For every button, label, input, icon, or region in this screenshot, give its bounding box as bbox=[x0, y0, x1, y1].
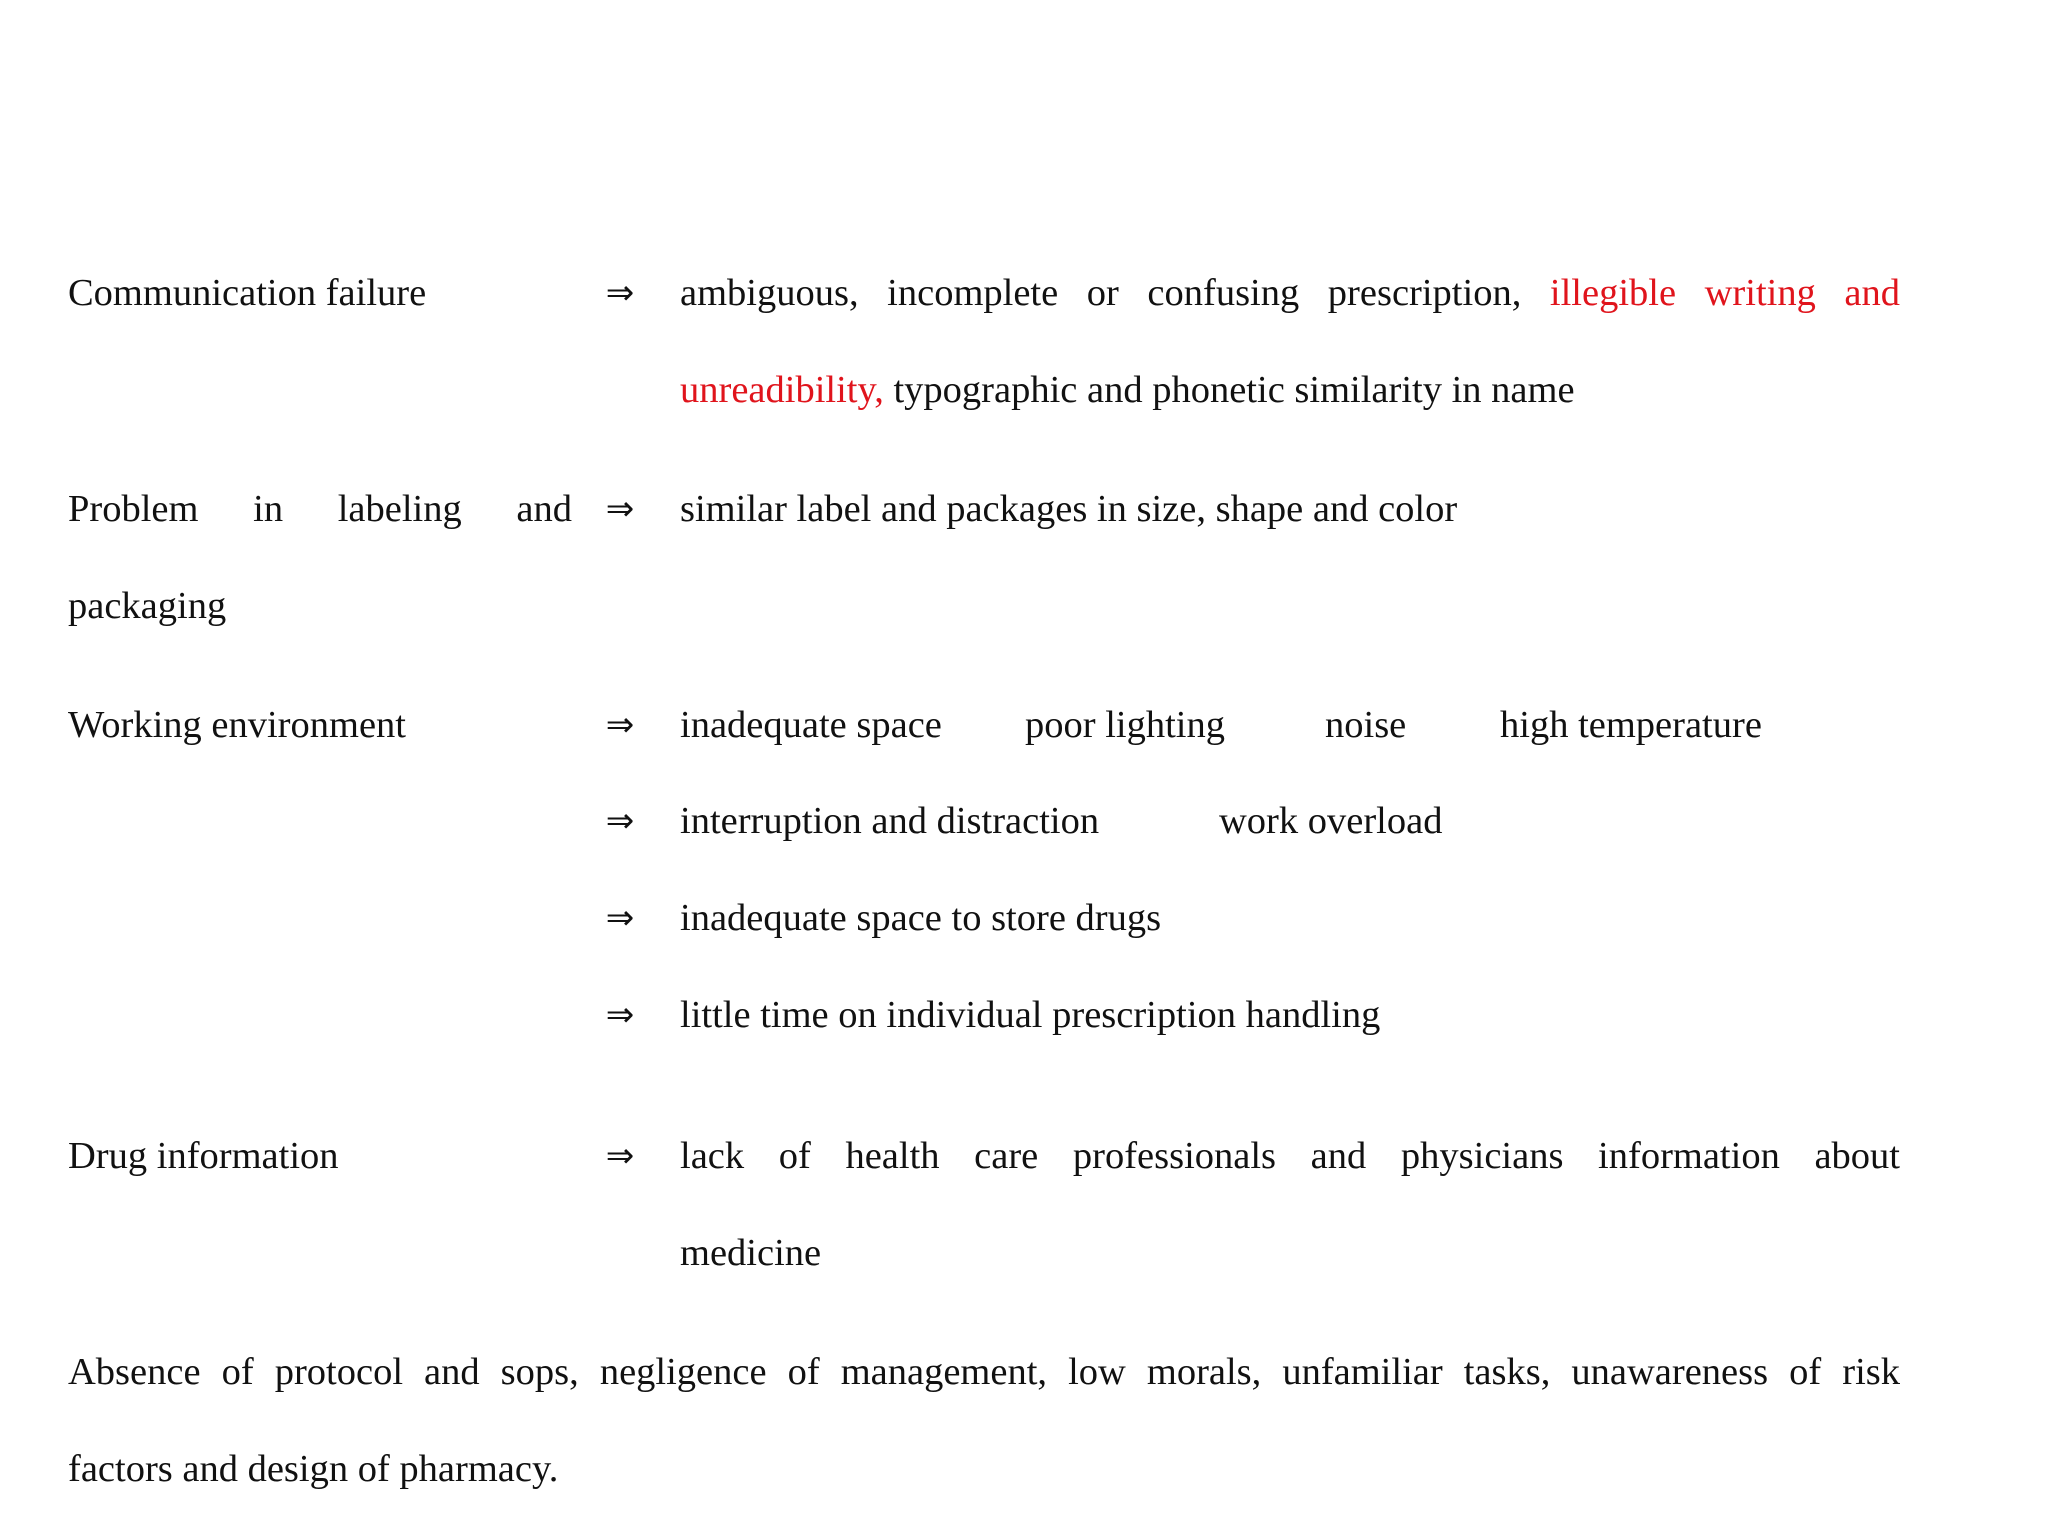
label-working-environment: Working environment bbox=[68, 704, 406, 746]
labeling-text: similar label and packages in size, shape and color bbox=[680, 488, 1458, 530]
communication-line-2-text: typographic and phonetic similarity in name bbox=[883, 369, 1575, 411]
arrow-environment-2: ⇒ bbox=[605, 801, 635, 841]
arrow-environment-1: ⇒ bbox=[605, 705, 635, 745]
environment-item-little-time: little time on individual prescription handling bbox=[680, 994, 1381, 1036]
communication-highlight-2: unreadibility, bbox=[680, 369, 884, 411]
drug-information-line-1: lack of health care professionals and physicians information about bbox=[680, 1135, 1900, 1177]
communication-line-2 bbox=[680, 366, 1575, 414]
arrow-communication: ⇒ bbox=[605, 273, 635, 313]
label-communication-failure: Communication failure bbox=[68, 272, 427, 314]
drug-information-line-2: medicine bbox=[680, 1232, 822, 1274]
arrow-environment-3: ⇒ bbox=[605, 898, 635, 938]
environment-item-inadequate-space: inadequate space bbox=[680, 704, 942, 746]
arrow-drug-information: ⇒ bbox=[605, 1136, 635, 1176]
communication-line-1 bbox=[680, 269, 1900, 317]
label-packaging: packaging bbox=[68, 585, 227, 627]
environment-item-high-temperature: high temperature bbox=[1500, 704, 1762, 746]
arrow-environment-4: ⇒ bbox=[605, 995, 635, 1035]
environment-item-storage: inadequate space to store drugs bbox=[680, 897, 1162, 939]
environment-item-interruption: interruption and distraction bbox=[680, 800, 1100, 842]
label-labeling: Problem in labeling and bbox=[68, 488, 572, 530]
communication-highlight-1: illegible writing and bbox=[1549, 272, 1900, 314]
label-drug-information: Drug information bbox=[68, 1135, 339, 1177]
environment-item-poor-lighting: poor lighting bbox=[1025, 704, 1225, 746]
environment-item-noise: noise bbox=[1325, 704, 1407, 746]
environment-item-work-overload: work overload bbox=[1219, 800, 1443, 842]
footer-paragraph-line-2: factors and design of pharmacy. bbox=[68, 1448, 559, 1490]
footer-paragraph-line-1: Absence of protocol and sops, negligence of management, low morals, unfamiliar tasks, unawareness of risk bbox=[68, 1351, 1900, 1393]
communication-line-1-text: ambiguous, incomplete or confusing prescription, bbox=[680, 272, 1522, 314]
arrow-labeling: ⇒ bbox=[605, 489, 635, 529]
